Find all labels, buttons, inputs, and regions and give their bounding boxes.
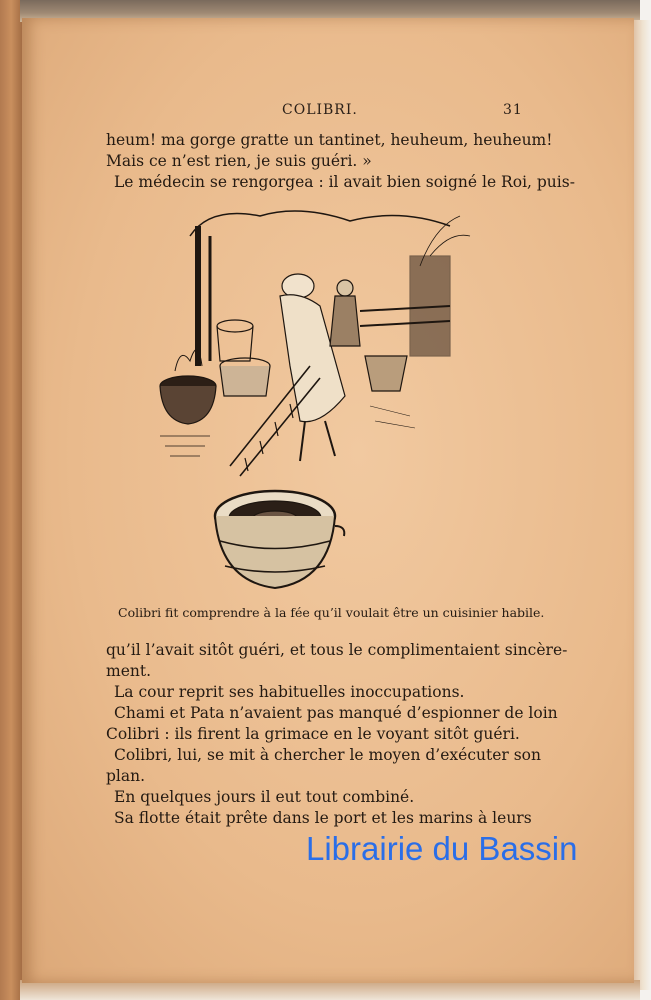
page-bottom-edge (20, 980, 640, 1000)
text-line: Colibri : ils firent la grimace en le voyant sitôt guéri. (106, 725, 520, 743)
text-line: La cour reprit ses habituelles inoccupations. (114, 683, 465, 701)
text-line: En quelques jours il eut tout combiné. (114, 788, 415, 806)
text-line: heum! ma gorge gratte un tantinet, heuheum, heuheum! (106, 131, 553, 149)
text-line: plan. (106, 767, 146, 785)
running-head (0, 102, 651, 122)
text-line: Colibri, lui, se mit à chercher le moyen d’exécuter son (114, 746, 541, 764)
text-line: Sa flotte était prête dans le port et les marins à leurs (114, 809, 532, 827)
text-line: ment. (106, 662, 152, 680)
text-block-bottom (106, 640, 568, 829)
text-block-top (106, 130, 575, 193)
text-line: Chami et Pata n’avaient pas manqué d’espionner de loin (114, 704, 558, 722)
illustration-caption: Colibri fit comprendre à la fée qu’il voulait être un cuisinier habile. (118, 605, 545, 620)
text-line: qu’il l’avait sitôt guéri, et tous le complimentaient sincère- (106, 641, 568, 659)
running-title: COLIBRI. (282, 102, 358, 118)
text-line: Le médecin se rengorgea : il avait bien soigné le Roi, puis- (114, 173, 575, 191)
kitchen-engraving-illustration (150, 196, 480, 602)
watermark-text: Librairie du Bassin (306, 830, 578, 867)
page-number: 31 (503, 102, 523, 118)
text-line: Mais ce n’est rien, je suis guéri. » (106, 152, 372, 170)
